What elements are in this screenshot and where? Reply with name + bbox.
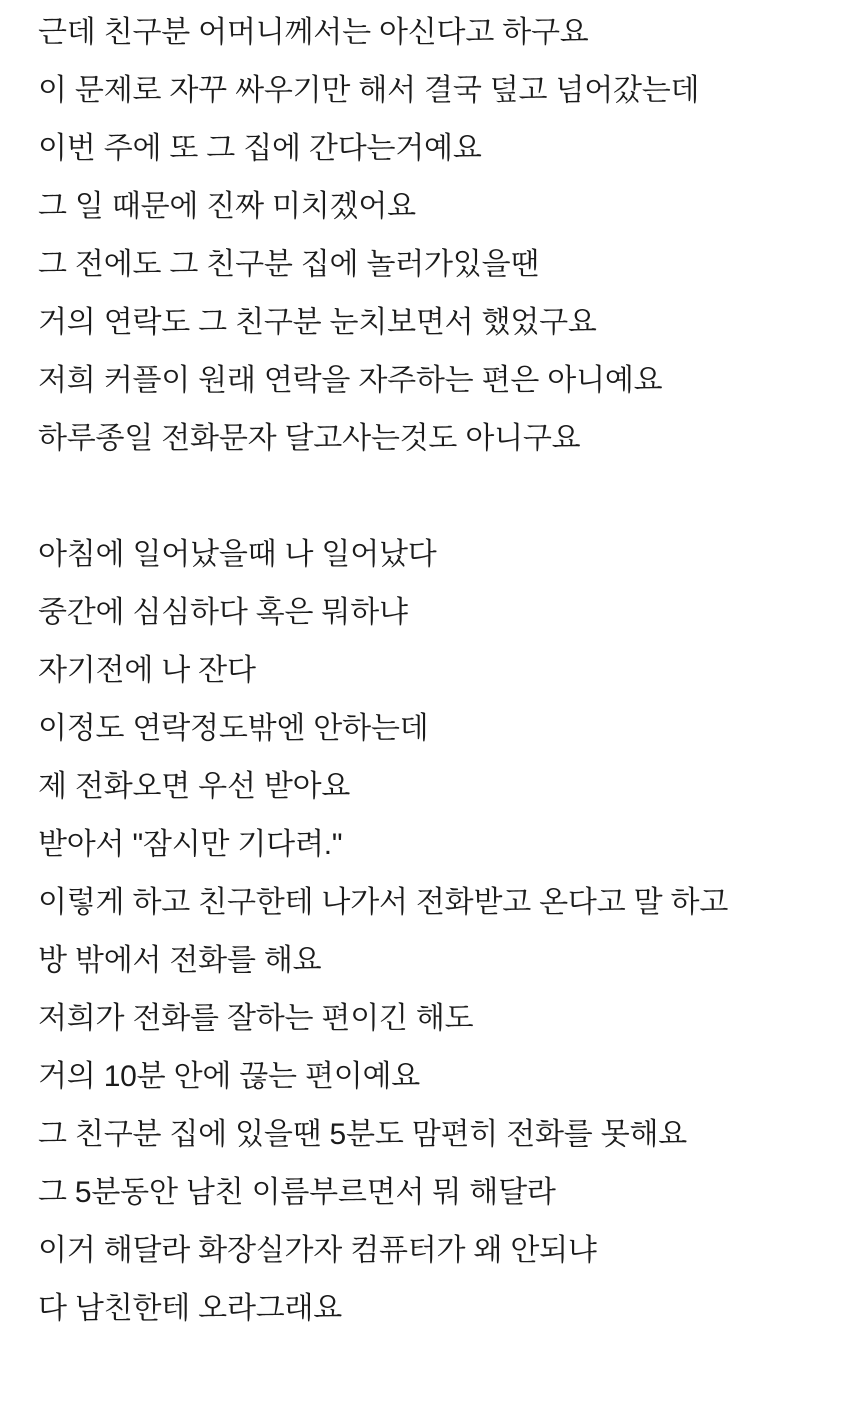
text-line: 중간에 심심하다 혹은 뭐하냐 bbox=[38, 596, 408, 629]
text-line: 저희가 전화를 잘하는 편이긴 해도 bbox=[38, 1002, 474, 1035]
text-line: 그 5분동안 남친 이름부르면서 뭐 해달라 bbox=[38, 1176, 556, 1209]
text-line: 저희 커플이 원래 연락을 자주하는 편은 아니예요 bbox=[38, 364, 663, 397]
text-line: 이거 해달라 화장실가자 컴퓨터가 왜 안되냐 bbox=[38, 1234, 597, 1267]
text-line: 이 문제로 자꾸 싸우기만 해서 결국 덮고 넘어갔는데 bbox=[38, 74, 700, 107]
document-body bbox=[38, 0, 834, 1338]
text-line: 받아서 "잠시만 기다려." bbox=[38, 828, 343, 861]
text-line: 이정도 연락정도밖엔 안하는데 bbox=[38, 712, 429, 745]
text-line: 근데 친구분 어머니께서는 아신다고 하구요 bbox=[38, 16, 589, 49]
text-line: 하루종일 전화문자 달고사는것도 아니구요 bbox=[38, 422, 581, 455]
text-line: 이렇게 하고 친구한테 나가서 전화받고 온다고 말 하고 bbox=[38, 886, 729, 919]
text-line: 아침에 일어났을때 나 일어났다 bbox=[38, 538, 437, 571]
text-line-blank bbox=[38, 468, 834, 526]
text-line: 거의 연락도 그 친구분 눈치보면서 했었구요 bbox=[38, 306, 597, 339]
text-line: 방 밖에서 전화를 해요 bbox=[38, 944, 322, 977]
text-line: 다 남친한테 오라그래요 bbox=[38, 1292, 343, 1325]
text-line: 그 친구분 집에 있을땐 5분도 맘편히 전화를 못해요 bbox=[38, 1118, 688, 1151]
text-line: 제 전화오면 우선 받아요 bbox=[38, 770, 351, 803]
text-line: 거의 10분 안에 끊는 편이예요 bbox=[38, 1060, 421, 1093]
text-line: 그 일 때문에 진짜 미치겠어요 bbox=[38, 190, 416, 223]
text-line: 그 전에도 그 친구분 집에 놀러가있을땐 bbox=[38, 248, 540, 281]
text-line: 자기전에 나 잔다 bbox=[38, 654, 256, 687]
text-line: 이번 주에 또 그 집에 간다는거예요 bbox=[38, 132, 482, 165]
